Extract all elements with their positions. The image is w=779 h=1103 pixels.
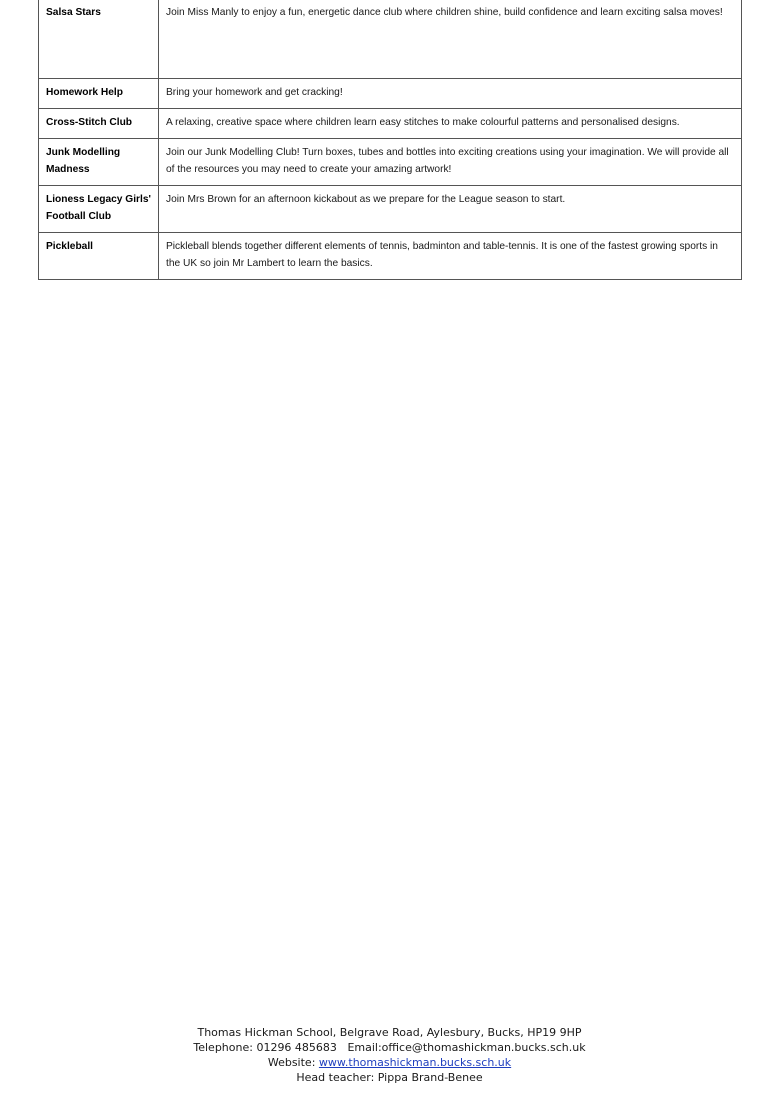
club-description: A relaxing, creative space where children learn easy stitches to make colourful patterns and personalised designs. (159, 109, 742, 139)
club-description: Bring your homework and get cracking! (159, 79, 742, 109)
table-row (39, 79, 742, 109)
club-description: Pickleball blends together different elements of tennis, badminton and table-tennis. It is one of the fastest growing sports in the UK so join Mr Lambert to learn the basics. (159, 233, 742, 280)
table-row (39, 186, 742, 233)
club-description: Join Mrs Brown for an afternoon kickabout as we prepare for the League season to start. (159, 186, 742, 233)
club-name: Lioness Legacy Girls' Football Club (39, 186, 159, 233)
head-teacher: Head teacher: Pippa Brand-Benee (296, 1071, 483, 1084)
club-name: Junk Modelling Madness (39, 139, 159, 186)
clubs-table (38, 0, 742, 280)
table-row (39, 139, 742, 186)
email-text: Email:office@thomashickman.bucks.sch.uk (347, 1041, 586, 1054)
contact-line (0, 1040, 779, 1055)
table-row (39, 109, 742, 139)
school-footer (0, 1025, 779, 1085)
club-name: Cross-Stitch Club (39, 109, 159, 139)
club-description: Join our Junk Modelling Club! Turn boxes, tubes and bottles into exciting creations using your imagination. We will provide all of the resources you may need to create your amazing artwork! (159, 139, 742, 186)
school-address: Thomas Hickman School, Belgrave Road, Aylesbury, Bucks, HP19 9HP (197, 1026, 582, 1039)
website-line (0, 1055, 779, 1070)
telephone-text: Telephone: 01296 485683 (193, 1041, 337, 1054)
club-name: Homework Help (39, 79, 159, 109)
table-row (39, 233, 742, 280)
website-label: Website: (267, 1056, 319, 1069)
website-link[interactable]: www.thomashickman.bucks.sch.uk (318, 1056, 512, 1069)
table-row (39, 0, 742, 79)
club-name: Pickleball (39, 233, 159, 280)
club-description: Join Miss Manly to enjoy a fun, energetic dance club where children shine, build confidence and learn exciting salsa moves! (159, 0, 742, 79)
club-name: Salsa Stars (39, 0, 159, 79)
